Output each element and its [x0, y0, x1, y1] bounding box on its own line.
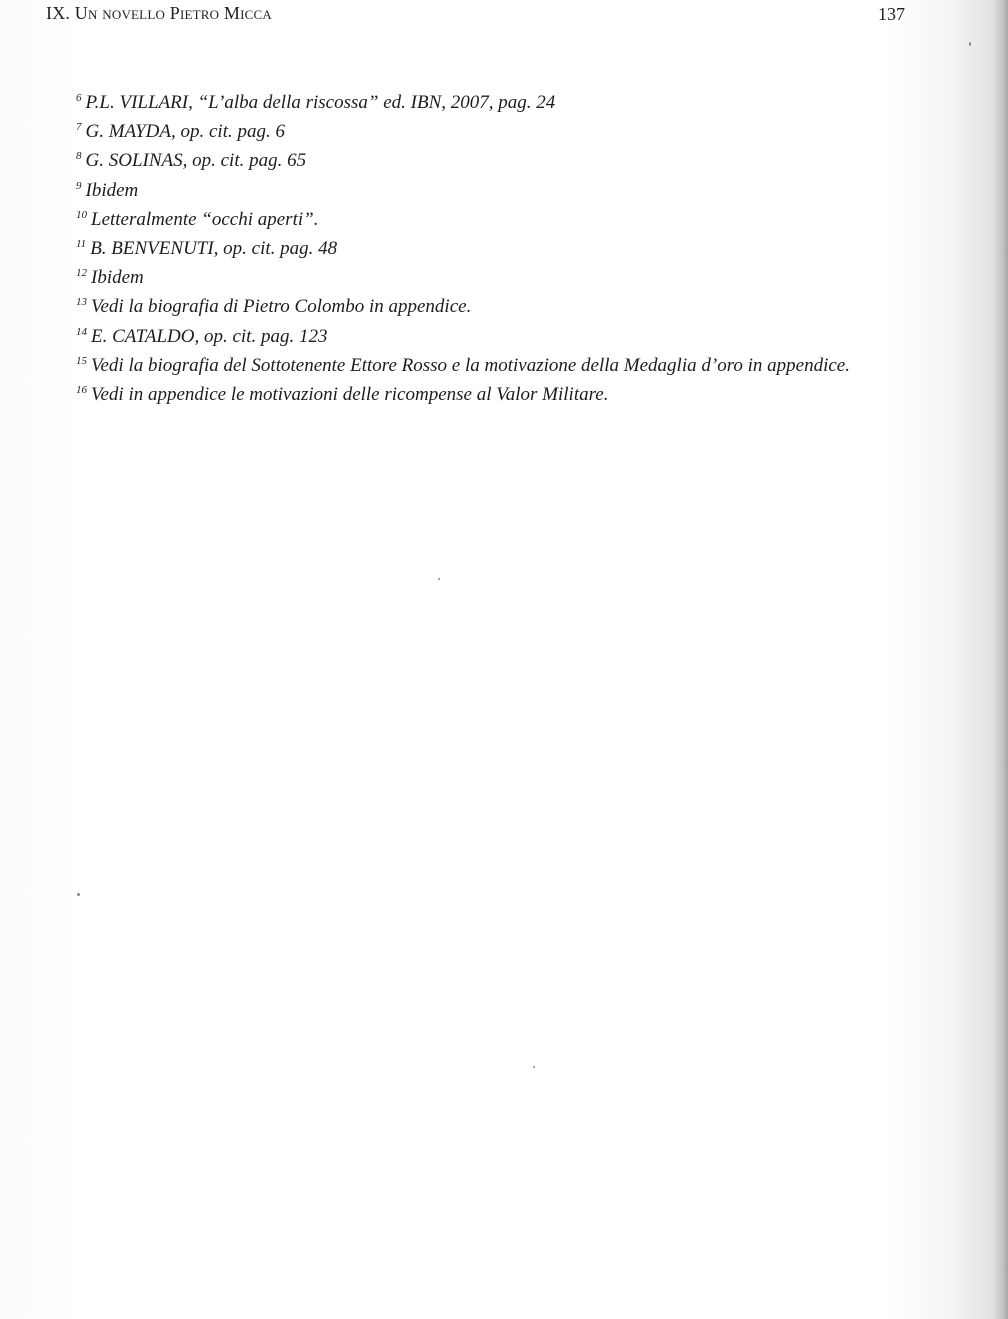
footnote-number: 12 [76, 267, 87, 280]
chapter-title: IX. Un novello Pietro Micca [46, 3, 273, 23]
footnote-number: 15 [76, 354, 87, 367]
footnote [76, 261, 956, 290]
footnote-text: Vedi la biografia di Pietro Colombo in appendice. [91, 296, 472, 318]
footnote-text: B. BENVENUTI, op. cit. pag. 48 [90, 238, 338, 260]
footnote [76, 115, 956, 144]
footnote-number: 9 [76, 179, 82, 192]
footnote [76, 203, 956, 232]
footnote-number: 16 [76, 384, 87, 397]
footnote-text: Letteralmente “occhi aperti”. [91, 208, 319, 230]
footnote-number: 7 [76, 121, 82, 134]
footnotes-list [76, 86, 956, 407]
footnote-text: E. CATALDO, op. cit. pag. 123 [91, 325, 328, 347]
scan-speck [438, 578, 440, 580]
page-number: 137 [878, 4, 905, 24]
footnote-text: G. MAYDA, op. cit. pag. 6 [85, 121, 285, 143]
scan-speck [969, 42, 971, 46]
footnote-number: 8 [76, 150, 82, 163]
footnote-number: 14 [76, 325, 87, 338]
footnote-text: Ibidem [91, 267, 144, 289]
footnote-text: P.L. VILLARI, “L’alba della riscossa” ed. IBN, 2007, pag. 24 [85, 92, 556, 113]
running-head [46, 3, 272, 24]
footnote [76, 86, 956, 115]
footnote-text: Vedi la biografia del Sottotenente Ettore Rosso e la motivazione della Medaglia d’oro in appendice. [91, 354, 850, 376]
footnote-number: 11 [76, 238, 87, 251]
footnote [76, 174, 956, 203]
scan-speck [77, 893, 80, 896]
footnote [76, 232, 956, 261]
footnote [76, 144, 956, 173]
footnote [76, 320, 956, 349]
footnote-text: Ibidem [85, 179, 139, 201]
page-edge-shadow [994, 0, 1008, 1319]
footnote-text: G. SOLINAS, op. cit. pag. 65 [85, 150, 307, 172]
footnote [76, 290, 956, 319]
scan-speck [533, 1066, 535, 1068]
footnote [76, 378, 956, 407]
footnote-number: 10 [76, 208, 87, 221]
footnote-number: 13 [76, 296, 87, 309]
footnote-number: 6 [76, 92, 82, 104]
footnote-text: Vedi in appendice le motivazioni delle ricompense al Valor Militare. [91, 384, 609, 406]
footnote [76, 349, 956, 378]
